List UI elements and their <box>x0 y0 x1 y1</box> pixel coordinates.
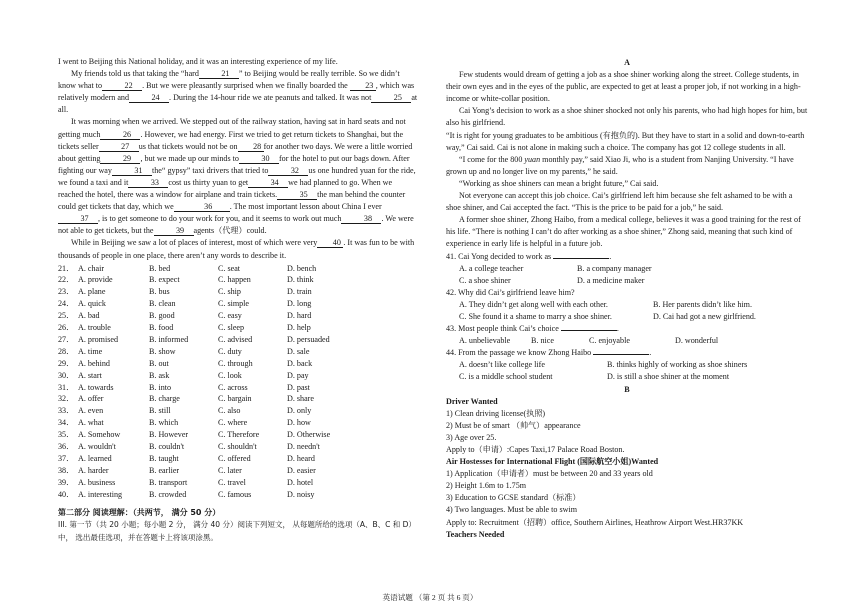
section-title: 第二部分 阅读理解：（共两节， 满分 50 分） <box>58 508 221 518</box>
option-choice[interactable]: C. simple <box>218 299 250 309</box>
option-choice[interactable]: A. chair <box>78 263 105 273</box>
ad-driver-item-3: 3) Age over 25. <box>446 432 497 442</box>
right-column <box>446 56 808 541</box>
text: While in Beijing we saw a lot of places of interest, most of which were very <box>71 238 318 248</box>
question-43-options <box>446 335 808 347</box>
blank-26: 26 <box>100 130 140 140</box>
option[interactable]: C. a shoe shiner <box>459 275 511 285</box>
text: . But we were pleasantly surprised when we finally boarded the <box>142 81 348 91</box>
blank-30: 30 <box>239 154 279 164</box>
option-choice[interactable]: A. provide <box>78 275 113 285</box>
option-choice[interactable]: D. noisy <box>287 489 315 499</box>
ad-driver-item-2: 2) Must be of smart （帅气）appearance <box>446 420 581 430</box>
option[interactable]: C. is a middle school student <box>459 372 553 382</box>
option-choice[interactable]: C. duty <box>218 346 242 356</box>
option-number: 27． <box>58 334 75 344</box>
option-choice[interactable]: A. plane <box>78 287 106 297</box>
blank-22: 22 <box>102 81 142 91</box>
option[interactable]: D. wonderful <box>675 336 719 346</box>
option-number: 28． <box>58 346 75 356</box>
option-choice[interactable]: A. wouldn't <box>78 441 116 451</box>
blank-33: 33 <box>128 178 168 188</box>
option-choice[interactable]: D. heard <box>287 453 315 463</box>
ad-driver-apply: Apply to（申请）:Capes Taxi,17 Palace Road Boston. <box>446 445 625 454</box>
option-choice[interactable]: D. Otherwise <box>287 430 331 440</box>
text: the man behind the counter could get tickets that day, which we <box>58 190 406 212</box>
ad-air-apply: Apply to: Recruitment（招聘）office, Southern Airlines, Heathrow Airport West.HR37KK <box>446 517 744 527</box>
option-choice[interactable]: B. earlier <box>149 465 180 475</box>
option-choice[interactable]: C. through <box>218 358 253 368</box>
text: . During the 14-hour ride we ate peanuts and talked. It was not <box>169 93 372 103</box>
option-choice[interactable]: B. still <box>149 406 171 416</box>
text: , which was relatively modern and <box>58 81 415 103</box>
passage-a-paragraph-1: Few students would dream of getting a job as a shoe shiner working along the street. College students, in their own eyes and in the eyes of the public, are expected to get at least a proper job, if not working in a high-income or white-collar position. <box>446 70 801 104</box>
option-choice[interactable]: C. advised <box>218 334 253 344</box>
option-choice[interactable]: D. persuaded <box>287 334 330 344</box>
option-choice[interactable]: C. sleep <box>218 323 245 333</box>
option-choice[interactable]: D. back <box>287 358 313 368</box>
option-choice[interactable]: D. train <box>287 287 312 297</box>
option-choice[interactable]: B. couldn't <box>149 441 185 451</box>
option-row <box>58 274 418 286</box>
option-choice[interactable]: A. bad <box>78 311 100 321</box>
answer-blank <box>553 258 609 259</box>
option[interactable]: A. They didn’t get along well with each other. <box>459 299 608 309</box>
option-row <box>58 441 418 453</box>
question-42-options-row-2 <box>446 311 808 323</box>
option[interactable]: C. enjoyable <box>589 336 630 346</box>
option-number: 33． <box>58 406 75 416</box>
option[interactable]: B. thinks highly of working as shoe shiners <box>607 360 748 370</box>
blank-39: 39 <box>154 226 194 236</box>
option-choice[interactable]: B. which <box>149 418 179 428</box>
cloze-paragraph-1: I went to Beijing this National holiday, and it was an interesting experience of my life. <box>58 57 338 66</box>
option-row <box>58 346 418 358</box>
text: . The most important lesson about China I ever <box>229 202 382 212</box>
blank-37: 37 <box>58 214 98 224</box>
option-choice[interactable]: D. pay <box>287 370 309 380</box>
option-number: 39． <box>58 477 75 487</box>
option-choice[interactable]: D. help <box>287 323 311 333</box>
option-choice[interactable]: A. what <box>78 418 104 428</box>
option-number: 24． <box>58 299 75 309</box>
option-number: 34． <box>58 418 75 428</box>
option-number: 36． <box>58 441 75 451</box>
text: the“ gypsy” taxi drivers that tried to <box>151 165 269 175</box>
question-44-options-row-2 <box>446 371 808 383</box>
text: , is to get someone to do your work for you, and it seems to work out much <box>98 214 342 224</box>
question-44-options-row-1 <box>446 359 808 371</box>
option-row <box>58 370 418 382</box>
option-row <box>58 298 418 310</box>
option-choice[interactable]: B. taught <box>149 453 179 463</box>
option-choice[interactable]: D. how <box>287 418 311 428</box>
question-42-options-row-1 <box>446 299 808 311</box>
blank-40: 40 <box>317 238 343 248</box>
passage-a-paragraph-7: A former shoe shiner, Zhong Haibo, from a medical college, believes it was a good training for the rest of his life. “There is nothing I can’t do after working as a shoe shiner,” Zhong said, meaning that such kind of experience in early life is helpful in a future job. <box>446 215 801 249</box>
option-row <box>58 334 418 346</box>
ad-air-item-3: 3) Education to GCSE standard（标准） <box>446 493 581 503</box>
option-choice[interactable]: B. clean <box>149 299 176 309</box>
blank-32: 32 <box>268 166 308 176</box>
blank-25: 25 <box>371 93 411 103</box>
text: . We were not able to get tickets, but the <box>58 214 414 236</box>
option-choice[interactable]: C. happen <box>218 275 251 285</box>
passage-label-a: A <box>624 58 630 67</box>
option-choice[interactable]: B. show <box>149 346 176 356</box>
passage-a-paragraph-4 <box>446 154 808 178</box>
option-choice[interactable]: D. hard <box>287 311 312 321</box>
cloze-paragraph-3 <box>58 116 418 237</box>
text: for another two days. We were a little worried about getting <box>58 141 413 163</box>
blank-23: 23 <box>350 81 376 91</box>
option-choice[interactable]: A. interesting <box>78 489 123 499</box>
option-choice[interactable]: B. transport <box>149 477 188 487</box>
option-row <box>58 405 418 417</box>
cloze-options-table <box>58 263 418 501</box>
option[interactable]: A. a college teacher <box>459 263 524 273</box>
option-choice[interactable]: D. think <box>287 275 314 285</box>
section-instructions: ⅠⅠⅠ. 第一节（共 20 小题；每小题 2 分， 满分 40 分）阅读下列短文， 从每题所给的选项（A、B、C 和 D）中， 选出最佳选项，并在答题卡上将该项涂黑。 <box>58 520 416 542</box>
option-row <box>58 358 418 370</box>
option-row <box>58 477 418 489</box>
option[interactable]: B. nice <box>531 336 554 346</box>
option-choice[interactable]: C. offered <box>218 453 251 463</box>
option-number: 30． <box>58 370 75 380</box>
blank-28: 28 <box>238 142 264 152</box>
passage-a-paragraph-5: “Working as shoe shiners can mean a bright future,” Cai said. <box>459 178 659 188</box>
blank-31: 31 <box>112 166 152 176</box>
option-choice[interactable]: D. past <box>287 382 310 392</box>
text-italic: yuan <box>524 154 541 164</box>
option-choice[interactable]: D. hotel <box>287 477 314 487</box>
option-choice[interactable]: C. across <box>218 382 248 392</box>
question-41-options-row-2 <box>446 275 808 287</box>
question-text: 41. Cai Yong decided to work as <box>446 251 552 261</box>
option-choice[interactable]: D. share <box>287 394 314 404</box>
passage-label-b: B <box>624 384 630 394</box>
blank-35: 35 <box>277 190 317 200</box>
text: , but we made up our minds to <box>140 153 239 163</box>
option-choice[interactable]: C. ship <box>218 287 241 297</box>
blank-27: 27 <box>99 142 139 152</box>
option-number: 22． <box>58 275 75 285</box>
text: cost us thirty yuan to get <box>168 177 249 187</box>
option-choice[interactable]: A. trouble <box>78 323 111 333</box>
option-choice[interactable]: C. look <box>218 370 242 380</box>
option[interactable]: D. a medicine maker <box>577 275 645 285</box>
option-row <box>58 429 418 441</box>
option-choice[interactable]: A. learned <box>78 453 112 463</box>
question-text: 43. Most people think Cai’s choice <box>446 324 559 334</box>
option-choice[interactable]: D. sale <box>287 346 310 356</box>
option-row <box>58 393 418 405</box>
text: . It was fun to be with thousands of people in one place, there aren’t any words to describe it. <box>58 238 415 260</box>
ad-air-item-2: 2) Height 1.6m to 1.75m <box>446 481 527 491</box>
option-choice[interactable]: B. out <box>149 358 169 368</box>
option-choice[interactable]: D. needn't <box>287 441 320 451</box>
option-number: 38． <box>58 465 75 475</box>
left-column <box>58 56 418 544</box>
option-choice[interactable]: B. crowded <box>149 489 187 499</box>
option[interactable]: A. doesn’t like college life <box>459 360 545 370</box>
option-number: 31． <box>58 382 75 392</box>
option-choice[interactable]: C. famous <box>218 489 252 499</box>
option-choice[interactable]: D. easier <box>287 465 316 475</box>
option-choice[interactable]: B. into <box>149 382 172 392</box>
option-choice[interactable]: C. later <box>218 465 242 475</box>
option-choice[interactable]: B. ask <box>149 370 170 380</box>
passage-a-paragraph-3: “It is right for young graduates to be ambitious (有抱负的). But they have to start in a solid and down-to-earth way,” Cai said. Cai is not alone in making such a choice. The company has got 12 college students in all. <box>446 130 805 152</box>
option-choice[interactable]: B. good <box>149 311 175 321</box>
option-choice[interactable]: A. Somehow <box>78 430 121 440</box>
page-footer: 英语试题 （第 2 页 共 6 页） <box>382 593 478 602</box>
question-43: 43. Most people think Cai’s choice . <box>446 324 619 334</box>
option-choice[interactable]: D. long <box>287 299 312 309</box>
answer-blank <box>593 354 649 355</box>
option[interactable]: A. unbelievable <box>459 336 511 346</box>
option-choice[interactable]: C. easy <box>218 311 242 321</box>
option-row <box>58 465 418 477</box>
blank-36: 36 <box>174 202 230 212</box>
option-row <box>58 489 418 501</box>
option[interactable]: D. is still a shoe shiner at the moment <box>607 372 730 382</box>
text: for the hotel to put our bags down. After fighting our way <box>58 153 410 175</box>
text: It was morning when we arrived. We stepped out of the railway station, having sat in hard seats and not getting much <box>58 117 406 139</box>
blank-24: 24 <box>129 93 169 103</box>
text: . However, we had energy. First we tried to get return tickets to Shanghai, but the tickets seller <box>58 129 404 151</box>
option-number: 29． <box>58 358 75 368</box>
option-row <box>58 453 418 465</box>
question-42: 42. Why did Cai’s girlfriend leave him? <box>446 287 575 297</box>
cloze-paragraph-2 <box>58 68 418 116</box>
passage-a-paragraph-6: Not everyone can accept this job choice. Cai’s girlfriend left him because she felt ashamed to be with a shoe shiner, and Cai accepted the fact. “This is the price to be paid for a job,” he said. <box>446 191 793 213</box>
option-choice[interactable]: B. food <box>149 323 174 333</box>
option-number: 26． <box>58 323 75 333</box>
option-choice[interactable]: D. only <box>287 406 312 416</box>
option-number: 32． <box>58 394 75 404</box>
text: agents（代理）could. <box>193 226 267 236</box>
option-choice[interactable]: A. even <box>78 406 104 416</box>
option-number: 37． <box>58 453 75 463</box>
question-41: 41. Cai Yong decided to work as . <box>446 251 612 261</box>
option-choice[interactable]: A. time <box>78 346 103 356</box>
option[interactable]: B. Her parents didn’t like him. <box>653 299 752 309</box>
passage-a-paragraph-2: Cai Yong’s decision to work as a shoe shiner shocked not only his parents, who had high hopes for him, but also his girlfriend. <box>446 106 808 128</box>
text: us that tickets would not be on <box>138 141 238 151</box>
text: at all. <box>58 93 418 115</box>
option-choice[interactable]: B. expect <box>149 275 180 285</box>
ad-teachers-title: Teachers Needed <box>446 529 505 539</box>
option-number: 40． <box>58 489 75 499</box>
option[interactable]: D. Cai had got a new girlfriend. <box>653 311 756 321</box>
blank-29: 29 <box>100 154 140 164</box>
option-row <box>58 310 418 322</box>
option-choice[interactable]: B. informed <box>149 334 189 344</box>
option-choice[interactable]: B. However <box>149 430 189 440</box>
ad-air-title: Air Hostesses for International Flight (国际航空小姐)Wanted <box>446 457 659 467</box>
question-44: 44. From the passage we know Zhong Haibo . <box>446 348 652 358</box>
option-row <box>58 322 418 334</box>
option-choice[interactable]: C. bargain <box>218 394 252 404</box>
option-choice[interactable]: A. behind <box>78 358 110 368</box>
option[interactable]: B. a company manager <box>577 263 652 273</box>
option-number: 25． <box>58 311 75 321</box>
option-choice[interactable]: C. Therefore <box>218 430 260 440</box>
option-choice[interactable]: C. shouldn't <box>218 441 257 451</box>
option-number: 35． <box>58 430 75 440</box>
option-choice[interactable]: B. charge <box>149 394 180 404</box>
ad-driver-title: Driver Wanted <box>446 396 498 406</box>
option-choice[interactable]: A. business <box>78 477 116 487</box>
question-41-options-row-1 <box>446 263 808 275</box>
blank-38: 38 <box>341 214 381 224</box>
option[interactable]: C. She found it a shame to marry a shoe shiner. <box>459 311 612 321</box>
text: My friends told us that taking the “hard <box>71 69 199 79</box>
text: we had planned to go. When we reached the hotel, there was a window for airplane and train tickets. <box>58 177 393 200</box>
text: “I come for the 800 <box>459 154 525 164</box>
option-choice[interactable]: B. bed <box>149 263 171 273</box>
option-choice[interactable]: C. travel <box>218 477 246 487</box>
text: ” to Beijing would be really terrible. So we didn’t know what to <box>58 69 400 91</box>
option-choice[interactable]: C. where <box>218 418 248 428</box>
cloze-paragraph-4 <box>58 237 418 261</box>
option-number: 21． <box>58 263 75 273</box>
option-choice[interactable]: A. harder <box>78 465 109 475</box>
option-choice[interactable]: C. also <box>218 406 241 416</box>
option-row <box>58 286 418 298</box>
ad-driver-item-1: 1) Clean driving license(执照) <box>446 408 546 418</box>
blank-21: 21 <box>199 69 239 79</box>
ad-air-item-4: 4) Two languages. Must be able to swim <box>446 505 578 515</box>
option-choice[interactable]: A. promised <box>78 334 119 344</box>
blank-34: 34 <box>248 178 288 188</box>
option-row <box>58 417 418 429</box>
option-choice[interactable]: B. bus <box>149 287 170 297</box>
option-row <box>58 382 418 394</box>
option-row <box>58 263 418 275</box>
option-choice[interactable]: D. bench <box>287 263 317 273</box>
option-choice[interactable]: C. seat <box>218 263 241 273</box>
text: us one hundred yuan for the ride, we found a taxi and it <box>58 165 416 187</box>
option-choice[interactable]: A. towards <box>78 382 114 392</box>
text: monthly pay,” said Xiao Ji, who is a student from Nanjing University. “I have grown up and no longer live on my parents,” he said. <box>446 154 794 176</box>
option-choice[interactable]: A. start <box>78 370 102 380</box>
ad-air-item-1: 1) Application（申请者）must be between 20 and 33 years old <box>446 469 653 479</box>
option-choice[interactable]: A. offer <box>78 394 104 404</box>
answer-blank <box>561 330 617 331</box>
question-text: 44. From the passage we know Zhong Haibo <box>446 348 592 358</box>
option-choice[interactable]: A. quick <box>78 299 106 309</box>
option-number: 23． <box>58 287 75 297</box>
